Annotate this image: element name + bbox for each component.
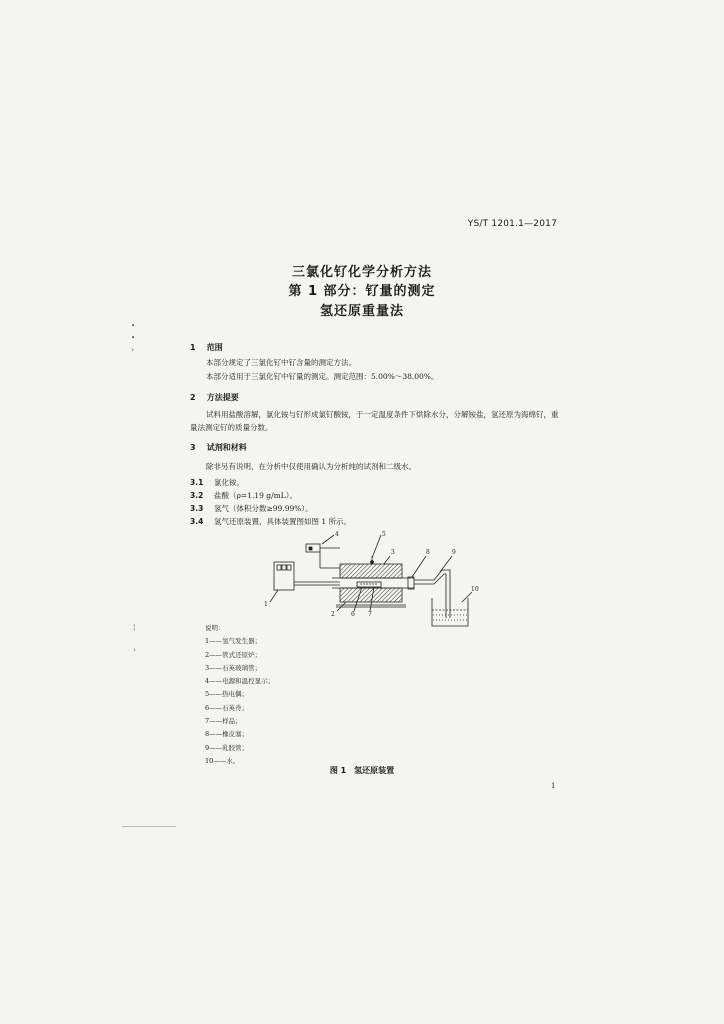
list-item: [190, 477, 244, 488]
legend-item: 3——石英玻璃管；: [205, 663, 262, 672]
figure-caption: 图 1 氢还原装置: [329, 766, 395, 775]
legend-item: 7——样品；: [205, 717, 242, 726]
tube-furnace-bottom: [340, 588, 402, 602]
paragraph: 本部分规定了三氯化钌中钌含量的测定方法。: [206, 358, 356, 367]
tube-furnace-top: [340, 564, 402, 578]
list-item: [190, 516, 351, 527]
section-title: 范围: [206, 343, 223, 352]
scan-artifact-line: [122, 826, 176, 827]
figure-legend: [205, 622, 274, 768]
legend-title: 说明：: [205, 624, 225, 632]
power-temperature-display: [306, 544, 320, 552]
label-4: 4: [335, 531, 339, 538]
item-text: 氢气还原装置，具体装置图如图 1 所示。: [214, 517, 352, 526]
label-5: 5: [382, 531, 386, 538]
item-number: 3.2: [190, 491, 204, 500]
section-heading-scope: [190, 342, 223, 353]
section-heading-reagents: [190, 442, 247, 453]
legend-item: 6——石英舟；: [205, 703, 249, 712]
label-7: 7: [368, 611, 372, 618]
paragraph: 本部分适用于三氯化钌中钌量的测定。测定范围：5.00%～38.00%。: [206, 372, 439, 381]
legend-item: 10——水。: [205, 756, 240, 765]
scan-artifact: ›: [133, 646, 136, 654]
label-3: 3: [391, 549, 395, 556]
item-text: 氯化铵。: [214, 478, 244, 487]
rubber-stopper: [408, 577, 414, 589]
legend-item: 1——氢气发生器；: [205, 637, 262, 646]
label-6: 6: [351, 611, 355, 618]
paragraph: 试料用盐酸溶解，氯化铵与钌形成氯钌酸铵，于一定温度条件下烘除水分，分解铵盐，氢还原为海绵钌，重量法测定钌的质量分数。: [190, 410, 559, 432]
legend-item: 4——电源和温控显示；: [205, 677, 275, 686]
item-number: 3.3: [190, 504, 204, 513]
section-title: 方法提要: [206, 393, 239, 402]
label-9: 9: [452, 549, 456, 556]
apparatus-diagram: [262, 530, 492, 630]
item-text: 氢气（体积分数≥99.99%）。: [214, 504, 313, 513]
standard-number: YS/T 1201.1—2017: [467, 219, 557, 229]
section-number: 1: [190, 343, 196, 352]
scan-artifact: ¦: [133, 623, 136, 631]
label-8: 8: [426, 549, 430, 556]
item-number: 3.1: [190, 478, 204, 487]
quartz-boat: [357, 582, 381, 587]
title-main: 三氯化钌化学分析方法: [291, 265, 432, 280]
section-title: 试剂和材料: [206, 443, 247, 452]
list-item: [190, 490, 297, 501]
label-1: 1: [264, 601, 268, 608]
legend-item: 8——橡皮塞；: [205, 730, 249, 739]
legend-item: 9——乳胶管；: [205, 743, 249, 752]
section-number: 3: [190, 443, 196, 452]
paragraph: 除非另有说明，在分析中仅使用确认为分析纯的试剂和二级水。: [206, 462, 416, 471]
title-method: 氢还原重量法: [319, 304, 404, 319]
title-part: 第 1 部分：钌量的测定: [288, 284, 436, 299]
page-number: 1: [551, 782, 556, 790]
item-number: 3.4: [190, 517, 204, 526]
section-heading-principle: [190, 392, 239, 403]
item-text: 盐酸（ρ=1.19 g/mL）。: [214, 491, 297, 500]
scan-artifact: •: [131, 322, 136, 330]
section-number: 2: [190, 393, 196, 402]
scan-artifact: •: [131, 334, 136, 342]
scan-artifact: ›: [131, 346, 134, 354]
legend-item: 5——热电偶；: [205, 690, 249, 699]
legend-item: 2——管式还原炉；: [205, 650, 262, 659]
list-item: [190, 503, 313, 514]
label-2: 2: [331, 611, 335, 618]
label-10: 10: [471, 586, 479, 593]
